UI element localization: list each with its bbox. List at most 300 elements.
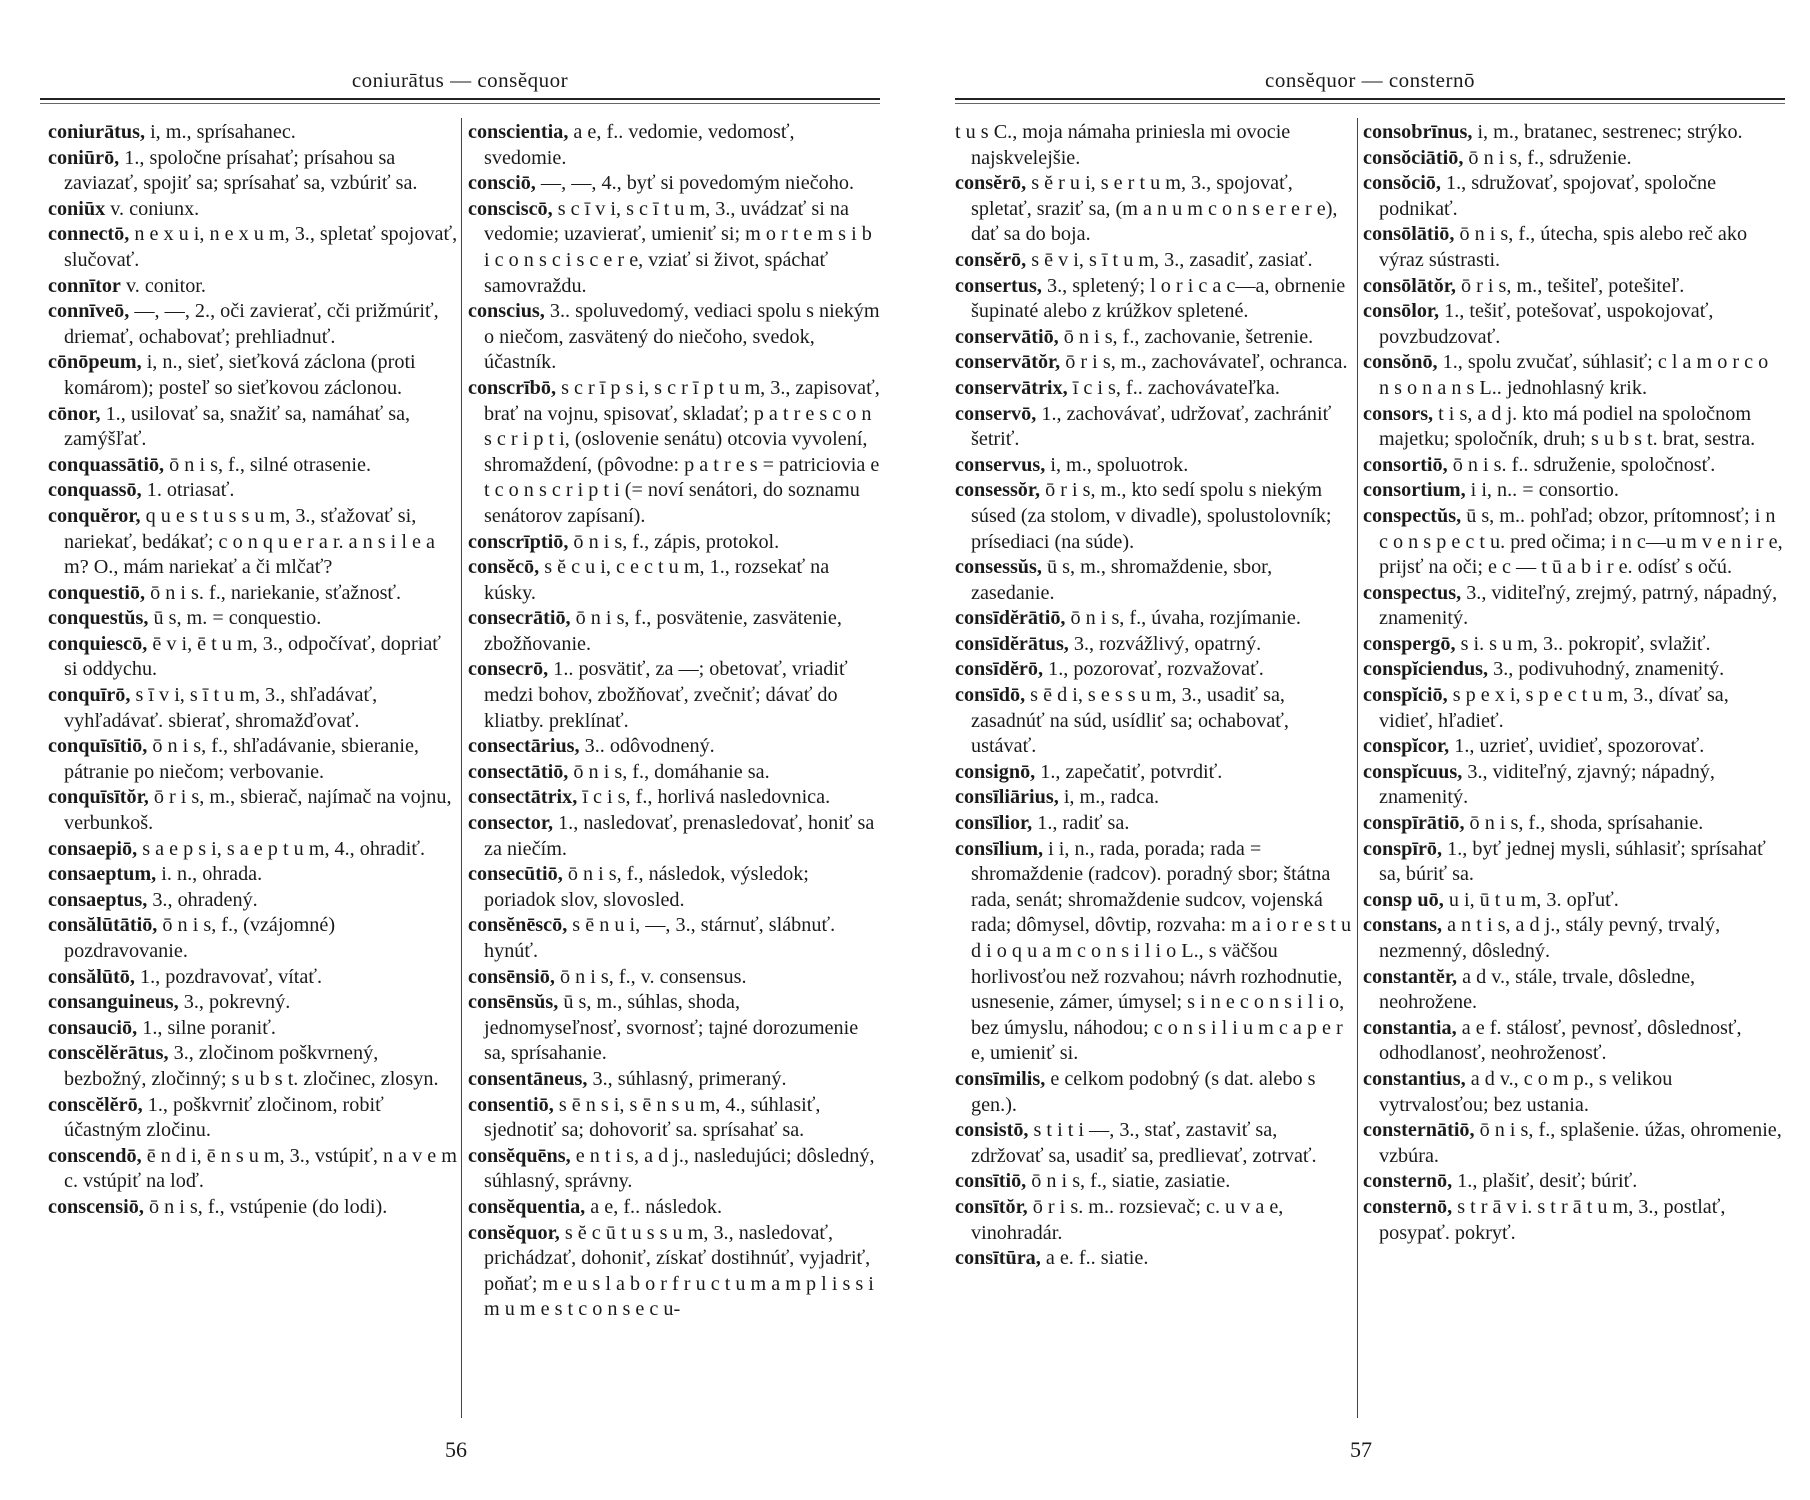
dictionary-entry <box>468 657 880 734</box>
entry-definition: u i, ū t u m, 3. opľuť. <box>1448 888 1619 911</box>
entry-headword: consessŭs, <box>955 556 1042 579</box>
entry-definition: ō n i s, f., zápis, protokol. <box>573 530 780 553</box>
entry-headword: constantia, <box>1363 1016 1457 1039</box>
right-column-1 <box>955 120 1353 1445</box>
dictionary-entry <box>1363 1016 1783 1067</box>
entry-headword: consīlior, <box>955 812 1033 835</box>
entry-definition: i, m., spoluotrok. <box>1050 453 1189 476</box>
entry-definition: s i. s u m, 3.. pokropiť, svlažiť. <box>1460 632 1711 655</box>
right-column-separator <box>1357 118 1358 1418</box>
entry-definition: 3.. odôvodnený. <box>584 735 715 758</box>
dictionary-entry <box>48 350 458 401</box>
dictionary-entry <box>48 965 458 991</box>
entry-headword: consortiō, <box>1363 453 1448 476</box>
entry-definition: 3., ohradený. <box>152 888 258 911</box>
book-gutter <box>880 0 955 1500</box>
dictionary-entry <box>955 402 1353 453</box>
dictionary-entry <box>1363 478 1783 504</box>
entry-definition: 1., pozorovať, rozvažovať. <box>1048 658 1264 681</box>
entry-headword: consītiō, <box>955 1170 1027 1193</box>
entry-definition: e celkom podobný (s dat. alebo s gen.). <box>971 1067 1316 1116</box>
entry-headword: conscrīptiō, <box>468 530 569 553</box>
entry-definition: 3., spletený; l o r i c a c—a, obrnenie šupinaté alebo z krúžkov spletené. <box>971 274 1346 323</box>
dictionary-entry <box>955 274 1353 325</box>
entry-headword: conscendō, <box>48 1144 142 1167</box>
entry-definition: ō n i s, f., posvätenie, zasvätenie, zbožňovanie. <box>484 607 842 655</box>
entry-headword: consaeptus, <box>48 888 148 911</box>
dictionary-entry <box>955 350 1353 376</box>
entry-headword: conquiescō, <box>48 632 148 655</box>
entry-headword: coniūrō, <box>48 146 120 169</box>
entry-definition: 1. otriasať. <box>146 479 235 502</box>
dictionary-entry <box>1363 913 1783 964</box>
entry-headword: consaepiō, <box>48 837 138 860</box>
entry-headword: consaeptum, <box>48 863 157 886</box>
entry-definition: v. conitor. <box>125 274 206 297</box>
dictionary-entry <box>955 325 1353 351</box>
dictionary-entry <box>1363 1169 1783 1195</box>
entry-headword: consortium, <box>1363 479 1466 502</box>
entry-definition: 1., sdružovať, spojovať, spoločne podnikať. <box>1379 172 1717 220</box>
dictionary-entry <box>955 555 1353 606</box>
dictionary-entry <box>468 299 880 376</box>
right-page-number: 57 <box>1350 1437 1372 1462</box>
dictionary-entry <box>955 1169 1353 1195</box>
entry-definition: s ē n s i, s ē n s u m, 4., súhlasiť, sjednotiť sa; dohovoriť sa. sprísahať sa. <box>484 1093 821 1142</box>
entry-definition: s ē v i, s ī t u m, 3., zasadiť, zasiať. <box>1031 248 1313 271</box>
entry-definition: i, m., radca. <box>1063 786 1160 809</box>
dictionary-entry <box>468 965 880 991</box>
left-page <box>40 0 880 1500</box>
entry-headword: connectō, <box>48 223 130 246</box>
dictionary-entry <box>48 1195 458 1221</box>
entry-definition: 1., spolu zvučať, súhlasiť; c l a m o r c o n s o n a n s L.. jednohlasný krik. <box>1379 351 1769 399</box>
dictionary-entry <box>48 837 458 863</box>
left-header-rule <box>40 98 880 100</box>
dictionary-entry <box>1363 504 1783 581</box>
entry-headword: conservātiō, <box>955 325 1059 348</box>
dictionary-entry <box>955 760 1353 786</box>
entry-headword: consĕnēscō, <box>468 914 568 937</box>
dictionary-entry <box>468 555 880 606</box>
dictionary-entry <box>48 990 458 1016</box>
entry-definition: ō r i s, m., sbierač, najímač na vojnu, verbunkoš. <box>64 786 452 835</box>
entry-definition: ī c i s, f., horlivá nasledovnica. <box>582 786 831 809</box>
entry-headword: consēnsŭs, <box>468 991 559 1014</box>
entry-headword: consĕquor, <box>468 1221 560 1244</box>
entry-headword: consīdĕrō, <box>955 658 1044 681</box>
entry-headword: consecūtiō, <box>468 863 563 886</box>
entry-headword: consentāneus, <box>468 1067 588 1090</box>
dictionary-entry <box>1363 222 1783 273</box>
entry-definition: 3.. spoluvedomý, vediaci spolu s niekým o niečom, zasvätený do niečoho, svedok, účastník. <box>484 300 880 374</box>
entry-definition: 3., viditeľný, zjavný; nápadný, znamenitý. <box>1379 760 1715 809</box>
right-column-2 <box>1363 120 1783 1445</box>
entry-definition: 1., uzrieť, uvidieť, spozorovať. <box>1454 735 1705 758</box>
entry-definition: 1., byť jednej mysli, súhlasiť; sprísahať sa, búriť sa. <box>1379 837 1766 886</box>
entry-definition: t i s, a d j. kto má podiel na spoločnom majetku; spoločník, druh; s u b s t. brat, sestra. <box>1379 402 1756 451</box>
dictionary-entry <box>1363 1118 1783 1169</box>
left-running-head: coniurātus — consĕquor <box>351 68 569 92</box>
entry-headword: consternō, <box>1363 1170 1453 1193</box>
entry-definition: i i, n., rada, porada; rada = shromaždenie (radcov). poradný sbor; štátna rada, senát; shromaždenie sudcov, vojenská rada; dômysel, dôvtip, rozvaha: m a i o r e s t u d i o q u a m c o n s i l i o L., s väčšou horlivosťou než rozvahou; návrh rozhodnutie, usnesenie, zámer, úmysel; s i n e c o n s i l i o, bez úmyslu, náhodou; c o n s i l i u m c a p e r e, umieniť si. <box>971 837 1352 1065</box>
entry-definition: ō n i s, f., útecha, spis alebo reč ako výraz sústrasti. <box>1379 223 1748 271</box>
dictionary-entry <box>1363 581 1783 632</box>
dictionary-entry <box>48 197 458 223</box>
dictionary-entry <box>468 1093 880 1144</box>
entry-definition: a e, f.. vedomie, vedomosť, svedomie. <box>484 121 795 169</box>
entry-headword: coniūx <box>48 197 106 220</box>
dictionary-entry <box>1363 657 1783 683</box>
right-header-rule-thin <box>955 103 1785 104</box>
dictionary-entry <box>955 120 1353 171</box>
entry-definition: a e. f.. siatie. <box>1045 1247 1149 1270</box>
entry-definition: 1., poškvrniť zločinom, robiť účastným zločinu. <box>64 1093 384 1142</box>
entry-definition: 1., zapečatiť, potvrdiť. <box>1040 760 1223 783</box>
entry-headword: consĕrō, <box>955 172 1027 195</box>
entry-headword: conquestŭs, <box>48 607 149 630</box>
entry-definition: 3., pokrevný. <box>183 991 291 1014</box>
dictionary-entry <box>48 683 458 734</box>
entry-headword: conscĕlĕrātus, <box>48 1042 169 1065</box>
entry-definition: a e, f.. následok. <box>590 1195 722 1218</box>
dictionary-entry <box>955 785 1353 811</box>
entry-headword: consītŏr, <box>955 1195 1028 1218</box>
dictionary-entry <box>955 1067 1353 1118</box>
dictionary-entry <box>955 606 1353 632</box>
entry-headword: consĕquēns, <box>468 1144 571 1167</box>
entry-headword: consălūtātiō, <box>48 914 158 937</box>
entry-definition: ō n i s, f., shoda, sprísahanie. <box>1469 812 1704 835</box>
entry-definition: ō n i s, f., sdruženie. <box>1468 146 1632 169</box>
entry-definition: 3., zločinom poškvrnený, bezbožný, zločinný; s u b s t. zločinec, zlosyn. <box>64 1042 439 1090</box>
entry-headword: consĕrō, <box>955 248 1027 271</box>
entry-headword: consītūra, <box>955 1247 1041 1270</box>
entry-definition: ō n i s, f., zachovanie, šetrenie. <box>1063 325 1314 348</box>
entry-definition: 1., nasledovať, prenasledovať, honiť sa za niečím. <box>484 812 875 860</box>
entry-headword: consistō, <box>955 1119 1029 1142</box>
entry-definition: ō n i s, f., domáhanie sa. <box>573 760 770 783</box>
entry-headword: cōnor, <box>48 402 101 425</box>
entry-definition: s ē n u i, —, 3., stárnuť, slábnuť. hynúť. <box>484 914 836 962</box>
entry-definition: i i, n.. = consortio. <box>1470 479 1619 502</box>
dictionary-entry <box>468 1221 880 1323</box>
entry-definition: 1., radiť sa. <box>1037 812 1130 835</box>
dictionary-entry <box>955 1195 1353 1246</box>
dictionary-entry <box>1363 683 1783 734</box>
entry-definition: ō r i s, m., kto sedí spolu s niekým súsed (za stolom, v divadle), spolustolovník; prísediaci (na súde). <box>971 479 1332 553</box>
dictionary-entry <box>1363 453 1783 479</box>
entry-headword: consīdō, <box>955 684 1026 707</box>
dictionary-entry <box>955 478 1353 555</box>
entry-headword: consōlātiō, <box>1363 223 1455 246</box>
entry-headword: conservātrix, <box>955 376 1068 399</box>
dictionary-entry <box>1363 760 1783 811</box>
entry-headword: connītor <box>48 274 121 297</box>
entry-definition: 3., viditeľný, zrejmý, patrný, nápadný, znamenitý. <box>1379 581 1778 630</box>
entry-definition: a n t i s, a d j., stály pevný, trvalý, nezmenný, dôsledný. <box>1379 914 1721 962</box>
entry-headword: consciscō, <box>468 197 553 220</box>
dictionary-entry <box>1363 1067 1783 1118</box>
entry-headword: consīdĕrātus, <box>955 632 1069 655</box>
dictionary-entry <box>468 1067 880 1093</box>
entry-headword: consectātrix, <box>468 786 578 809</box>
left-header-rule-thin <box>40 103 880 104</box>
entry-headword: consōlor, <box>1363 300 1440 323</box>
entry-definition: s p e x i, s p e c t u m, 3., dívať sa, vidieť, hľadieť. <box>1379 684 1729 732</box>
entry-definition: i, m., bratanec, sestrenec; strýko. <box>1477 121 1743 143</box>
entry-headword: consŏciō, <box>1363 172 1441 195</box>
dictionary-entry <box>468 171 880 197</box>
entry-definition: s ī v i, s ī t u m, 3., shľadávať, vyhľadávať. sbierať, shromažďovať. <box>64 684 378 732</box>
entry-definition: 1., usilovať sa, snažiť sa, namáhať sa, zamýšľať. <box>64 402 411 451</box>
entry-definition: v. coniunx. <box>110 197 200 220</box>
entry-headword: conservātŏr, <box>955 351 1061 374</box>
dictionary-entry <box>1363 734 1783 760</box>
entry-definition: 1., tešiť, potešovať, uspokojovať, povzbudzovať. <box>1379 300 1714 348</box>
dictionary-entry <box>468 990 880 1067</box>
entry-definition: ō r i s, m., tešiteľ, potešiteľ. <box>1460 274 1685 297</box>
entry-headword: consors, <box>1363 402 1434 425</box>
entry-headword: consectārius, <box>468 735 580 758</box>
entry-definition: 1., spoločne prísahať; prísahou sa zaviazať, spojiť sa; sprísahať sa, vzbúriť sa. <box>64 146 418 195</box>
entry-definition: 3., podivuhodný, znamenitý. <box>1493 658 1725 681</box>
entry-headword: consauciō, <box>48 1016 138 1039</box>
dictionary-entry <box>1363 274 1783 300</box>
entry-headword: conspĭcuus, <box>1363 760 1463 783</box>
entry-definition: ō n i s, f., siatie, zasiatie. <box>1031 1170 1231 1193</box>
entry-headword: conquestiō, <box>48 581 146 604</box>
entry-definition: i. n., ohrada. <box>161 863 263 886</box>
entry-headword: constans, <box>1363 914 1443 937</box>
entry-definition: 3., rozvážlivý, opatrný. <box>1073 632 1262 655</box>
entry-headword: conspĭciō, <box>1363 684 1448 707</box>
entry-definition: ō n i s, f., splašenie. úžas, ohromenie, vzbúra. <box>1379 1119 1782 1167</box>
entry-definition: s ĕ c u i, c e c t u m, 1., rozsekať na kúsky. <box>484 556 830 604</box>
entry-definition: s ĕ r u i, s e r t u m, 3., spojovať, spletať, sraziť sa, (m a n u m c o n s e r e r e), dať sa do boja. <box>971 172 1338 246</box>
dictionary-entry <box>468 913 880 964</box>
dictionary-entry <box>468 734 880 760</box>
entry-headword: conscĕlĕrō, <box>48 1093 143 1116</box>
entry-definition: ō n i s, f., v. consensus. <box>559 965 747 988</box>
entry-definition: —, —, 2., oči zavierať, cči prižmúriť, driemať, ochabovať; prehliadnuť. <box>64 300 439 348</box>
dictionary-entry <box>48 504 458 581</box>
entry-headword: coniurātus, <box>48 121 146 143</box>
dictionary-entry <box>468 811 880 862</box>
entry-definition: ō n i s, f., vstúpenie (do lodi). <box>148 1195 388 1218</box>
left-column-1 <box>48 120 458 1445</box>
entry-definition: e n t i s, a d j., nasledujúci; dôsledný, súhlasný, správny. <box>484 1144 875 1193</box>
entry-headword: conspīrō, <box>1363 837 1443 860</box>
entry-definition: 1.. posvätiť, za —; obetovať, vriadiť medzi bohov, zbožňovať, zvečniť; dávať do kliatby. preklínať. <box>484 658 848 732</box>
entry-headword: conquīrō, <box>48 684 131 707</box>
entry-headword: conspīrātiō, <box>1363 812 1465 835</box>
dictionary-entry <box>1363 888 1783 914</box>
dictionary-entry <box>1363 402 1783 453</box>
entry-headword: conspectus, <box>1363 581 1462 604</box>
dictionary-entry <box>468 1144 880 1195</box>
dictionary-entry <box>1363 120 1783 146</box>
dictionary-entry <box>955 632 1353 658</box>
dictionary-entry <box>48 1144 458 1195</box>
entry-definition: —, —, 4., byť si povedomým niečoho. <box>540 172 854 195</box>
dictionary-entry <box>1363 965 1783 1016</box>
entry-headword: consēnsiō, <box>468 965 555 988</box>
dictionary-entry <box>468 606 880 657</box>
entry-definition: 1., silne poraniť. <box>142 1016 276 1039</box>
dictionary-entry <box>48 299 458 350</box>
entry-headword: consignō, <box>955 760 1036 783</box>
entry-definition: s t r ā v i. s t r ā t u m, 3., postlať, posypať. pokryť. <box>1379 1195 1726 1244</box>
entry-headword: consŏnō, <box>1363 351 1438 374</box>
entry-headword: consertus, <box>955 274 1042 297</box>
entry-headword: consessŏr, <box>955 479 1041 502</box>
dictionary-entry <box>955 657 1353 683</box>
dictionary-entry <box>468 1195 880 1221</box>
dictionary-entry <box>955 683 1353 760</box>
entry-headword: consōlātŏr, <box>1363 274 1456 297</box>
entry-definition: 1., pozdravovať, vítať. <box>139 965 323 988</box>
entry-headword: conquĕror, <box>48 504 141 527</box>
dictionary-entry <box>48 606 458 632</box>
entry-headword: conscientia, <box>468 121 569 143</box>
entry-headword: consectātiō, <box>468 760 569 783</box>
entry-definition: ī c i s, f.. zachovávateľka. <box>1072 376 1280 399</box>
dictionary-entry <box>48 274 458 300</box>
entry-headword: constantĕr, <box>1363 965 1458 988</box>
right-page <box>955 0 1785 1500</box>
entry-definition: a e f. stálosť, pevnosť, dôslednosť, odhodlanosť, neohroženosť. <box>1379 1016 1742 1065</box>
dictionary-entry <box>468 785 880 811</box>
entry-headword: conquīsītŏr, <box>48 786 149 809</box>
entry-headword: constantius, <box>1363 1067 1466 1090</box>
dictionary-entry <box>48 1041 458 1092</box>
entry-definition: n e x u i, n e x u m, 3., spletať spojovať, slučovať. <box>64 223 458 271</box>
entry-headword: consīmilis, <box>955 1067 1046 1090</box>
left-column-2 <box>468 120 880 1445</box>
dictionary-entry <box>1363 1195 1783 1246</box>
entry-definition: s c ī v i, s c ī t u m, 3., uvádzať si na vedomie; uzavierať, umieniť si; m o r t e m s i b i c o n s c i s c e r e, vziať si život, spáchať samovraždu. <box>484 197 872 297</box>
entry-definition: ō n i s. f., nariekanie, sťažnosť. <box>150 581 402 604</box>
entry-headword: conspectŭs, <box>1363 504 1462 527</box>
entry-headword: consīdĕrātiō, <box>955 607 1066 630</box>
dictionary-entry <box>468 862 880 913</box>
dictionary-entry <box>48 402 458 453</box>
dictionary-entry <box>955 1246 1353 1272</box>
entry-headword: consĕcō, <box>468 556 540 579</box>
entry-definition: ō n i s, f., následok, výsledok; poriadok slov, slovosled. <box>484 863 809 911</box>
dictionary-entry <box>48 1016 458 1042</box>
entry-definition: ō n i s, f., silné otrasenie. <box>169 453 371 476</box>
dictionary-entry <box>1363 811 1783 837</box>
dictionary-entry <box>955 376 1353 402</box>
entry-headword: consecrātiō, <box>468 607 571 630</box>
entry-headword: conservō, <box>955 402 1037 425</box>
dictionary-entry <box>468 530 880 556</box>
entry-definition: i, m., sprísahanec. <box>150 121 296 143</box>
entry-definition: 1., plašiť, desiť; búriť. <box>1457 1170 1638 1193</box>
entry-definition: s a e p s i, s a e p t u m, 4., ohradiť. <box>142 837 426 860</box>
dictionary-entry <box>48 453 458 479</box>
entry-headword: conservus, <box>955 453 1046 476</box>
dictionary-entry <box>48 146 458 197</box>
entry-headword: consector, <box>468 812 554 835</box>
dictionary-entry <box>48 785 458 836</box>
entry-definition: s t i t i —, 3., stať, zastaviť sa, zdržovať sa, usadiť sa, predlievať, zotrvať. <box>971 1119 1317 1167</box>
dictionary-entry <box>1363 146 1783 172</box>
entry-definition: q u e s t u s s u m, 3., sťažovať si, nariekať, bedákať; c o n q u e r a r. a n s i l e a m? O., mám nariekať a či mlčať? <box>64 504 435 579</box>
right-header-rule <box>955 98 1785 100</box>
dictionary-entry <box>468 120 880 171</box>
dictionary-entry <box>48 222 458 273</box>
dictionary-entry <box>955 453 1353 479</box>
entry-headword: cōnōpeum, <box>48 351 142 374</box>
dictionary-entry <box>48 862 458 888</box>
dictionary-entry <box>48 734 458 785</box>
entry-headword: conspĭciendus, <box>1363 658 1489 681</box>
dictionary-entry <box>1363 171 1783 222</box>
dictionary-entry <box>1363 632 1783 658</box>
dictionary-entry <box>955 1118 1353 1169</box>
entry-headword: consternātiō, <box>1363 1119 1475 1142</box>
entry-headword: consīliārius, <box>955 786 1059 809</box>
entry-definition: ū s, m. = conquestio. <box>153 607 322 630</box>
left-column-separator <box>461 118 462 1418</box>
entry-headword: conquassō, <box>48 479 142 502</box>
entry-headword: connīveō, <box>48 300 130 323</box>
entry-headword: consciō, <box>468 172 536 195</box>
entry-headword: consp uō, <box>1363 888 1444 911</box>
entry-headword: conspĭcor, <box>1363 735 1450 758</box>
entry-definition: ō r i s. m.. rozsievač; c. u v a e, vinohradár. <box>971 1195 1284 1244</box>
dictionary-entry <box>955 811 1353 837</box>
entry-definition: ō n i s. f.. sdruženie, spoločnosť. <box>1452 453 1716 476</box>
entry-definition: a d v., stále, trvale, dôsledne, neohrožene. <box>1379 965 1696 1014</box>
entry-definition: ē n d i, ē n s u m, 3., vstúpiť, n a v e m c. vstúpiť na loď. <box>64 1144 457 1193</box>
entry-definition: a d v., c o m p., s velikou vytrvalosťou; bez ustania. <box>1379 1067 1673 1116</box>
dictionary-entry <box>48 632 458 683</box>
dictionary-entry <box>955 171 1353 248</box>
entry-headword: consŏciātiō, <box>1363 146 1464 169</box>
dictionary-entry <box>48 1093 458 1144</box>
dictionary-entry <box>955 837 1353 1067</box>
entry-headword: consălūtō, <box>48 965 135 988</box>
entry-definition: s ĕ c ū t u s s u m, 3., nasledovať, prichádzať, dohoniť, získať dostihnúť, vyjadriť, poňať; m e u s l a b o r f r u c t u m a m p l i s s i m u m e s t c o n s e c u- <box>484 1221 874 1321</box>
entry-headword: consternō, <box>1363 1195 1453 1218</box>
entry-headword: conspergō, <box>1363 632 1456 655</box>
right-running-head: consĕquor — consternō <box>1265 68 1475 92</box>
entry-headword: consanguineus, <box>48 991 179 1014</box>
dictionary-entry <box>48 478 458 504</box>
dictionary-entry <box>48 913 458 964</box>
entry-definition: ū s, m., súhlas, shoda, jednomyseľnosť, svornosť; tajné dorozumenie sa, sprísahanie. <box>484 991 859 1065</box>
entry-definition: s ē d i, s e s s u m, 3., usadiť sa, zasadnúť na súd, usídliť sa; ochabovať, ustávať. <box>971 684 1289 758</box>
entry-definition: ō n i s, f., úvaha, rozjímanie. <box>1070 607 1301 630</box>
dictionary-entry <box>955 248 1353 274</box>
entry-headword: consĕquentia, <box>468 1195 586 1218</box>
entry-definition: s c r ī p s i, s c r ī p t u m, 3., zapisovať, brať na vojnu, spisovať, skladať; p a t r e s c o n s c r i p t i, (oslovenie senátu) otcovia vyvolení, shromaždení, (pôvodne: p a t r e s = patriciovia e t c o n s c r i p t i (= noví senátori, do soznamu senátorov zapísaní). <box>484 376 880 527</box>
dictionary-entry <box>468 197 880 299</box>
dictionary-entry <box>48 888 458 914</box>
dictionary-entry <box>48 120 458 146</box>
entry-definition: ō n i s, f., shľadávanie, sbieranie, pátranie po niečom; verbovanie. <box>64 735 419 783</box>
entry-definition: i, n., sieť, sieťková záclona (proti komárom); posteľ so sieťkovou záclonou. <box>64 351 416 399</box>
entry-headword: conquīsītiō, <box>48 735 148 758</box>
dictionary-entry <box>48 581 458 607</box>
dictionary-entry <box>468 760 880 786</box>
entry-definition: ū s, m., shromaždenie, sbor, zasedanie. <box>971 556 1273 604</box>
entry-definition: ō n i s, f., (vzájomné) pozdravovanie. <box>64 914 336 962</box>
